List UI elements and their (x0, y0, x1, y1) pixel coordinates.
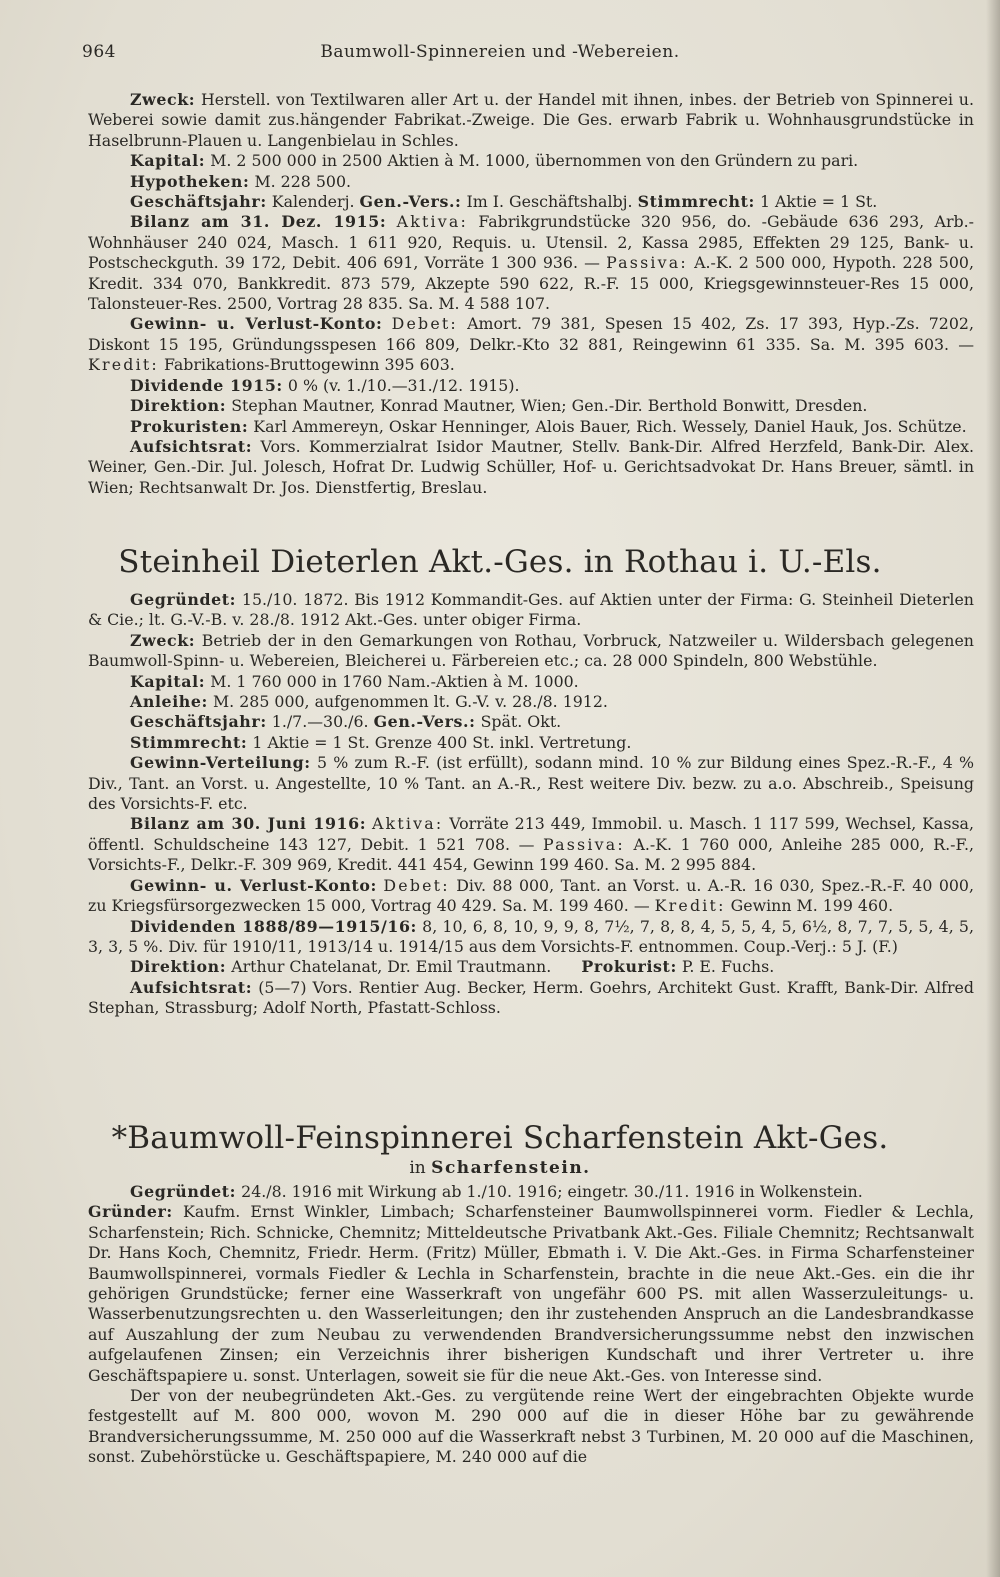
entry-steinheil-dieterlen (88, 590, 974, 1019)
gegruendet-paragraph: Gegründet: 15./10. 1872. Bis 1912 Kommandit-Ges. auf Aktien unter der Firma: G. Steinheil Dieterlen & Cie.; lt. G.-V.-B. v. 28./8. 1912 Akt.-Ges. unter obiger Firma. (88, 590, 974, 630)
direktion-paragraph: Direktion: Arthur Chatelanat, Dr. Emil Trautmann. Prokurist: P. E. Fuchs. (130, 957, 775, 977)
aufsichtsrat-paragraph: Aufsichtsrat: Vors. Kommerzialrat Isidor Mautner, Stellv. Bank-Dir. Alfred Herzfeld, Bank-Dir. Alex. Weiner, Gen.-Dir. Jul. Jolesch, Hofrat Dr. Ludwig Schüller, Hof- u. Gerichtsadvokat Dr. Hans Breuer, sämtl. in Wien; Rechtsanwalt Dr. Jos. Dienstfertig, Breslau. (88, 436, 974, 497)
geschaeftsjahr-paragraph: Geschäftsjahr: 1./7.—30./6. Gen.-Vers.: Spät. Okt. (130, 712, 562, 732)
bilanz-paragraph: Bilanz am 31. Dez. 1915: Aktiva: Fabrikgrundstücke 320 956, do. -Gebäude 636 293, Arb.-Wohnhäuser 240 024, Masch. 1 611 920, Requis. u. Utensil. 2, Kassa 2985, Effekten 29 125, Bank- u. Postscheckguth. 39 172, Debit. 406 691, Vorräte 1 300 936. — Passiva: A.-K. 2 500 000, Hypoth. 228 500, Kredit. 334 070, Bankkredit. 873 579, Akzepte 590 622, R.-F. 15 000, Kriegsgewinnsteuer-Res 15 000, Talonsteuer-Res. 2500, Vortrag 28 835. Sa. M. 4 588 107. (88, 212, 974, 314)
dividende-paragraph: Dividende 1915: 0 % (v. 1./10.—31./12. 1915). (130, 375, 520, 395)
direktion-paragraph: Direktion: Stephan Mautner, Konrad Mautner, Wien; Gen.-Dir. Berthold Bonwitt, Dresden. (130, 396, 868, 416)
page-number: 964 (82, 42, 116, 62)
gruender-paragraph: Gründer: Kaufm. Ernst Winkler, Limbach; Scharfensteiner Baumwollspinnerei vorm. Fiedler & Lechla, Scharfenstein; Rich. Schnicke, Chemnitz; Mitteldeutsche Privatbank Akt.-Ges. Filiale Chemnitz; Rechtsanwalt Dr. Hans Koch, Chemnitz, Friedr. Herm. (Fritz) Müller, Ebmath i. V. Die Akt.-Ges. in Firma Scharfensteiner Baumwollspinnerei, vormals Fiedler & Lechla in Scharfenstein, brachte in die neue Akt.-Ges. ein die ihr gehörigen Grundstücke; ferner eine Wasserkraft von ungefähr 600 PS. mit allen Wasserzuleitungs- u. Wasserbenutzungsrechten u. den Wasserleitungen; den ihr zustehenden Anspruch an die Landesbrandkasse auf Auszahlung der zum Neubau zu verwendenden Brandversicherungssumme nebst den inzwischen aufgelaufenen Zinsen; ein Verzeichnis ihrer bisherigen Kundschaft und ihrer Vertreter u. ihre Geschäftspapiere u. sonst. Unterlagen, soweit sie für die neue Akt.-Ges. von Interesse sind. (88, 1202, 974, 1385)
stimmrecht-paragraph: Stimmrecht: 1 Aktie = 1 St. Grenze 400 St. inkl. Vertretung. (130, 732, 632, 752)
page-edge-shadow (986, 0, 1000, 1577)
kapital-paragraph: Kapital: M. 2 500 000 in 2500 Aktien à M. 1000, übernommen von den Gründern zu pari. (130, 151, 859, 171)
gewinn-verteilung-paragraph: Gewinn-Verteilung: 5 % zum R.-F. (ist erfüllt), sodann mind. 10 % zur Bildung eines Spez.-R.-F., 4 % Div., Tant. an Vorst. u. Angestellte, 10 % Tant. an A.-R., Rest weitere Div. bezw. zu a.o. Abschreib., Speisung des Vorsichts-F. etc. (88, 753, 974, 814)
bilanz-paragraph: Bilanz am 30. Juni 1916: Aktiva: Vorräte 213 449, Immobil. u. Masch. 1 117 599, Wechsel, Kassa, öffentl. Schuldscheine 143 127, Debit. 1 521 708. — Passiva: A.-K. 1 760 000, Anleihe 285 000, R.-F., Vorsichts-F., Delkr.-F. 309 969, Kredit. 441 454, Gewinn 199 460. Sa. M. 2 995 884. (88, 814, 974, 875)
company-title-scharfenstein: *Baumwoll-Feinspinnerei Scharfenstein Akt-Ges. (111, 1120, 889, 1156)
anleihe-paragraph: Anleihe: M. 285 000, aufgenommen lt. G.-V. v. 28./8. 1912. (130, 692, 608, 712)
hypotheken-paragraph: Hypotheken: M. 228 500. (130, 171, 352, 191)
gewinn-verlust-paragraph: Gewinn- u. Verlust-Konto: Debet: Div. 88 000, Tant. an Vorst. u. A.-R. 16 030, Spez.-R.-F. 40 000, zu Kriegsfürsorgezwecken 15 000, Vortrag 40 429. Sa. M. 199 460. — Kredit: Gewinn M. 199 460. (88, 875, 974, 916)
wert-paragraph: Der von der neubegründeten Akt.-Ges. zu vergütende reine Wert der eingebrachten Objekte wurde festgestellt auf M. 800 000, wovon M. 290 000 auf die in dieser Höhe bar zu gewährende Brandversicherungssumme, M. 250 000 auf die Wasserkraft nebst 3 Turbinen, M. 20 000 auf die Maschinen, sonst. Zubehörstücke u. Geschäftspapiere, M. 240 000 auf die (88, 1386, 974, 1467)
entry-mautner-continuation (88, 90, 974, 498)
kapital-paragraph: Kapital: M. 1 760 000 in 1760 Nam.-Aktien à M. 1000. (130, 671, 579, 691)
entry-scharfenstein (88, 1182, 974, 1468)
prokuristen-paragraph: Prokuristen: Karl Ammereyn, Oskar Henninger, Alois Bauer, Rich. Wessely, Daniel Hauk, Jos. Schütze. (130, 416, 967, 436)
page-header (0, 42, 1000, 66)
zweck-paragraph: Zweck: Herstell. von Textilwaren aller Art u. der Handel mit ihnen, inbes. der Betrieb von Spinnerei u. Weberei sowie damit zus.hängender Fabrikat.-Zweige. Die Ges. erwarb Fabrik u. Wohnhausgrundstücke in Haselbrunn-Plauen u. Langenbielau in Schles. (88, 90, 975, 150)
zweck-paragraph: Zweck: Betrieb der in den Gemarkungen von Rothau, Vorbruck, Natzweiler u. Wildersbach gelegenen Baumwoll-Spinn- u. Webereien, Bleicherei u. Färbereien etc.; ca. 28 000 Spindeln, 800 Webstühle. (88, 630, 974, 671)
geschaeftsjahr-paragraph: Geschäftsjahr: Kalenderj. Gen.-Vers.: Im I. Geschäftshalbj. Stimmrecht: 1 Aktie = 1 St. (130, 192, 878, 212)
company-location: in Scharfenstein. (409, 1158, 591, 1178)
running-title: Baumwoll-Spinnereien und -Webereien. (320, 42, 680, 62)
company-title-steinheil: Steinheil Dieterlen Akt.-Ges. in Rothau i. U.-Els. (118, 544, 882, 580)
dividenden-paragraph: Dividenden 1888/89—1915/16: 8, 10, 6, 8, 10, 9, 9, 8, 7½, 7, 8, 8, 4, 5, 5, 4, 5, 6½, 8, 7, 7, 5, 5, 4, 5, 3, 3, 5 %. Div. für 1910/11, 1913/14 u. 1914/15 aus dem Vorsichts-F. entnommen. Coup.-Verj.: 5 J. (F.) (88, 916, 974, 956)
gegruendet-paragraph: Gegründet: 24./8. 1916 mit Wirkung ab 1./10. 1916; eingetr. 30./11. 1916 in Wolkenstein. (130, 1182, 863, 1201)
aufsichtsrat-paragraph: Aufsichtsrat: (5—7) Vors. Rentier Aug. Becker, Herm. Goehrs, Architekt Gust. Krafft, Bank-Dir. Alfred Stephan, Strassburg; Adolf North, Pfastatt-Schloss. (88, 977, 974, 1018)
gewinn-verlust-paragraph: Gewinn- u. Verlust-Konto: Debet: Amort. 79 381, Spesen 15 402, Zs. 17 393, Hyp.-Zs. 7202, Diskont 15 195, Gründungsspesen 166 809, Delkr.-Kto 32 881, Reingewinn 61 335. Sa. M. 395 603. — Kredit: Fabrikations-Bruttogewinn 395 603. (88, 314, 974, 375)
